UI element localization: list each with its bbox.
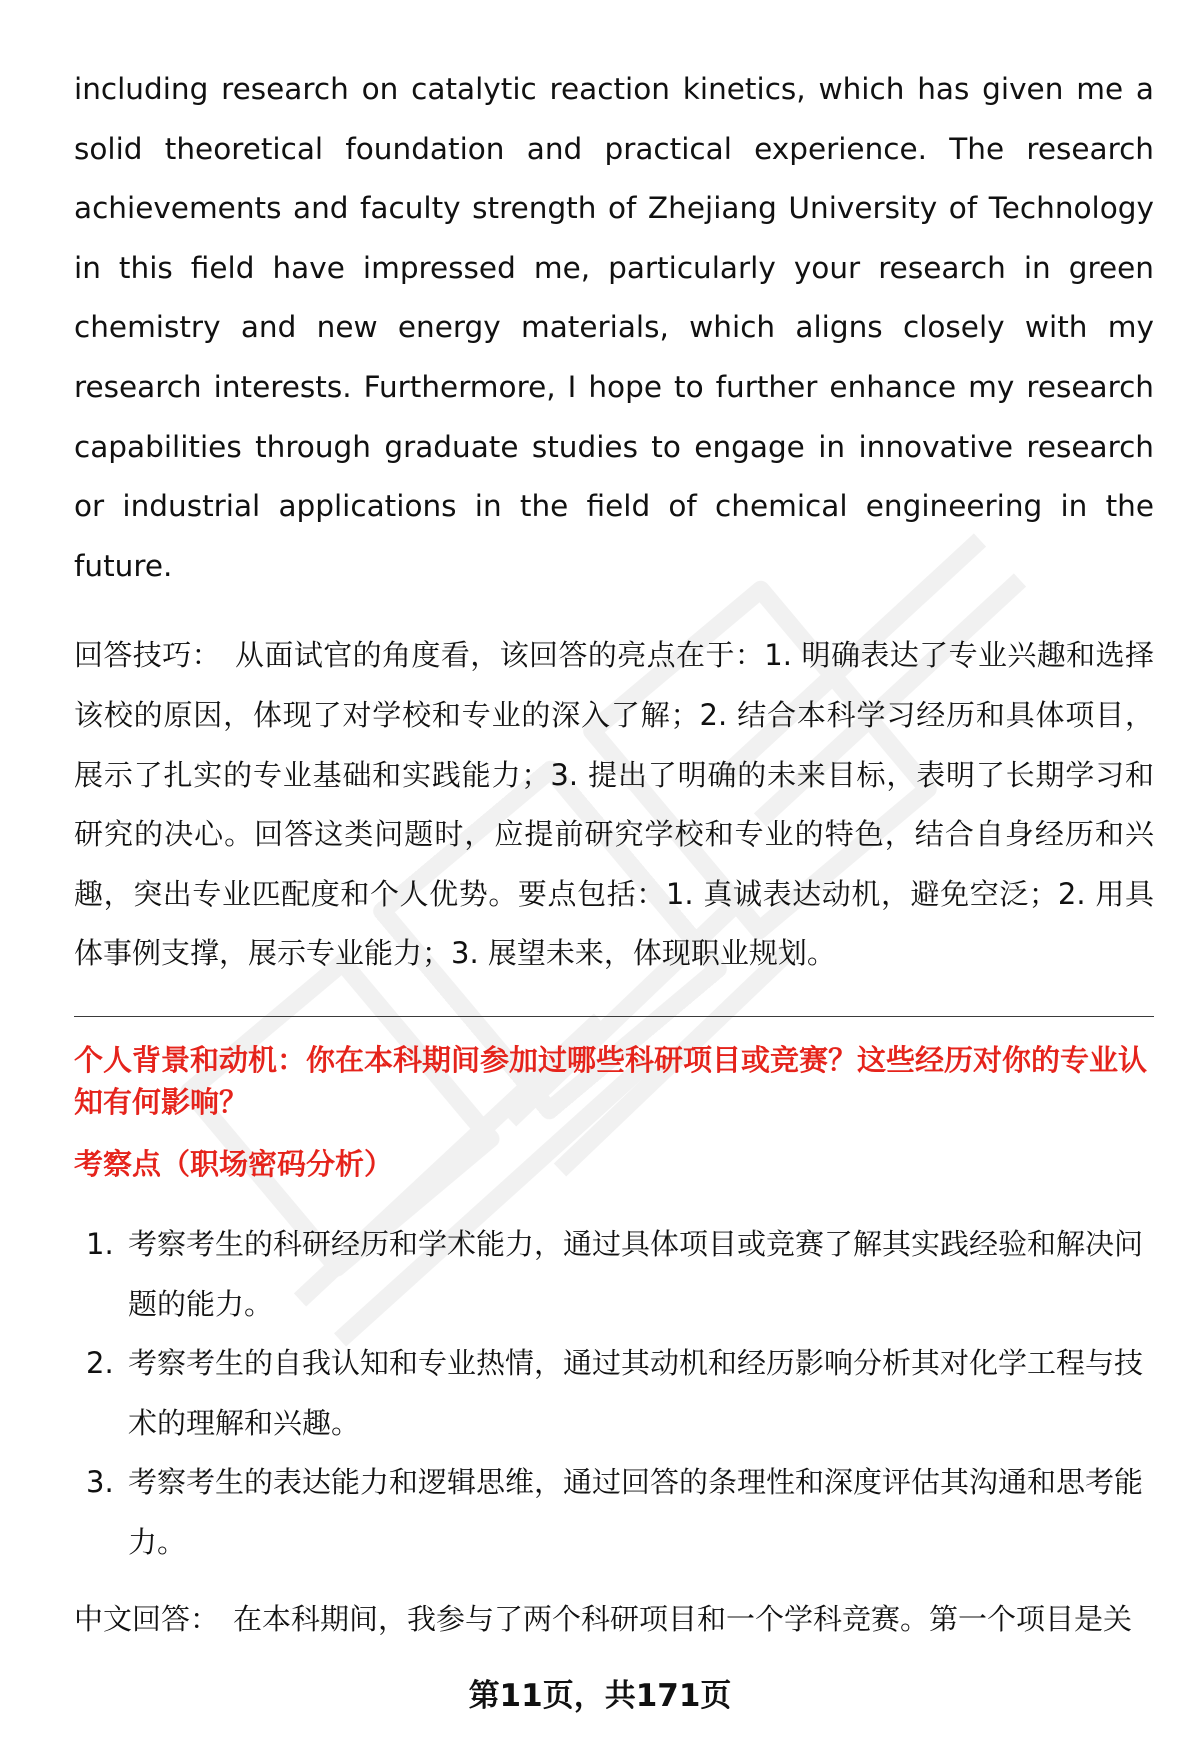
list-item-number: 1.: [86, 1226, 114, 1261]
tips-paragraph: [74, 626, 1154, 984]
document-page: [74, 60, 1154, 1650]
tips-text: 从面试官的角度看，该回答的亮点在于：1. 明确表达了专业兴趣和选择该校的原因，体现了对学校和专业的深入了解；2. 结合本科学习经历和具体项目，展示了扎实的专业基础和实践能力；3. 提出了明确的未来目标，表明了长期学习和研究的决心。回答这类问题时，应提前研究学校和专业的特色，结合自身经历和兴趣，突出专业匹配度和个人优势。要点包括：1. 真诚表达动机，避免空泛；2. 用具体事例支撑，展示专业能力；3. 展望未来，体现职业规划。: [74, 638, 1154, 971]
question-heading: 个人背景和动机：你在本科期间参加过哪些科研项目或竞赛？这些经历对你的专业认知有何影响？: [74, 1042, 1148, 1119]
page-footer: 第11页，共171页: [468, 1678, 732, 1714]
list-item: [74, 1334, 1154, 1453]
list-item-number: 2.: [86, 1346, 114, 1381]
intro-paragraph: including research on catalytic reaction kinetics, which has given me a solid theoretical foundation and practical experience. The research achievements and faculty strength of Zhejiang University of Technology in this field have impressed me, particularly your research in green chemistry and new energy materials, which aligns closely with my research interests. Furthermore, I hope to further enhance my research capabilities through graduate studies to engage in innovative research or industrial applications in the field of chemical engineering in the future.: [74, 72, 1154, 583]
list-item-text: 考察考生的科研经历和学术能力，通过具体项目或竞赛了解其实践经验和解决问题的能力。: [128, 1226, 1144, 1321]
list-item: [74, 1453, 1154, 1572]
assessment-points-list: [74, 1215, 1154, 1573]
chinese-answer-text: 在本科期间，我参与了两个科研项目和一个学科竞赛。第一个项目是关: [233, 1602, 1133, 1637]
chinese-answer-paragraph: [74, 1590, 1154, 1650]
assessment-heading: 考察点（职场密码分析）: [74, 1146, 394, 1181]
list-item: [74, 1215, 1154, 1334]
chinese-answer-label: 中文回答：: [74, 1602, 220, 1637]
list-item-text: 考察考生的表达能力和逻辑思维，通过回答的条理性和深度评估其沟通和思考能力。: [128, 1465, 1144, 1559]
list-item-text: 考察考生的自我认知和专业热情，通过其动机和经历影响分析其对化学工程与技术的理解和兴趣。: [128, 1346, 1144, 1440]
list-item-number: 3.: [86, 1465, 114, 1500]
tips-label: 回答技巧：: [74, 638, 222, 673]
